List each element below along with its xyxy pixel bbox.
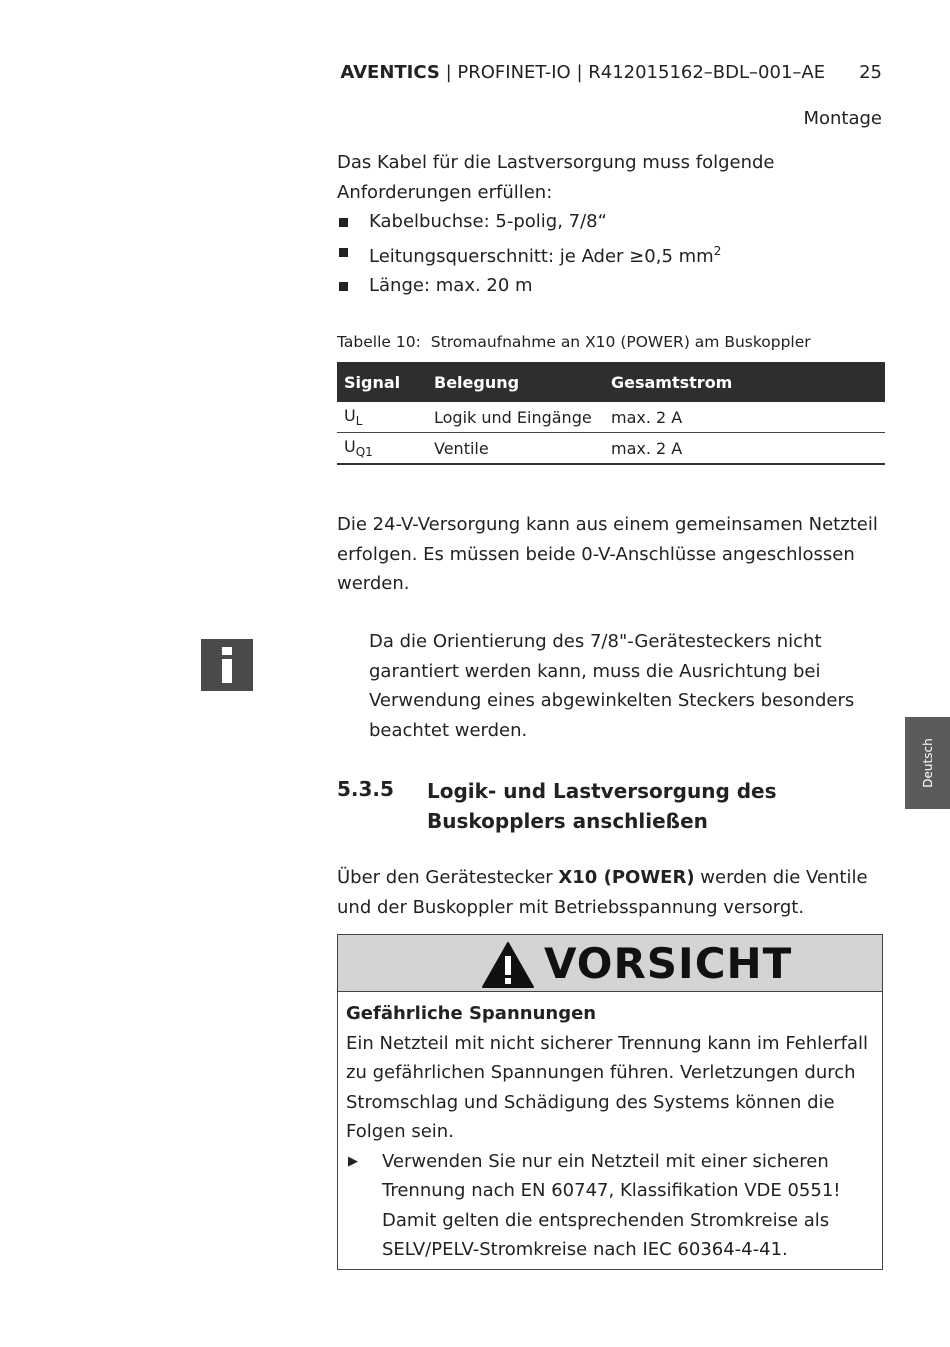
section-heading: Logik- und Lastversorgung des Buskopplers anschließen: [427, 779, 777, 833]
warning-text: Ein Netzteil mit nicht sicherer Trennung kann im Fehlerfall zu gefährlichen Spannungen führen. Verletzungen durch Stromschlag und Schädigung des Systems können die Folgen sein.: [346, 1032, 869, 1142]
table-row: [337, 402, 885, 433]
info-icon: [201, 639, 253, 691]
signal-cell: $U_L$: [337, 402, 427, 433]
brand-name: AVENTICS: [340, 62, 440, 83]
list-item: Länge: max. 20 m: [337, 271, 883, 301]
list-item: Leitungsquerschnitt: je Ader ≥0,5 $mm^2$: [337, 237, 883, 272]
section-number: 5.3.5: [337, 777, 394, 801]
superscript: 2: [713, 243, 722, 258]
requirements-list: [337, 207, 883, 301]
page-number: 25: [859, 62, 882, 83]
info-note: Da die Orientierung des 7/8"-Gerätesteckers nicht garantiert werden kann, muss die Ausrichtung bei Verwendung eines abgewinkelten Steckers besonders beachtet werden.: [369, 631, 855, 741]
column-header: Signal: [337, 362, 427, 402]
caption-title: Stromaufnahme an X10 (POWER) am Buskoppler: [430, 333, 811, 351]
caption-label: Tabelle 10:: [337, 333, 421, 351]
table-row: [337, 433, 885, 465]
column-header: Belegung: [427, 362, 604, 402]
warning-subtitle: Gefährliche Spannungen: [346, 1003, 597, 1024]
bullet-square-icon: [339, 218, 348, 227]
language-tab[interactable]: Deutsch: [905, 717, 950, 809]
table-header-row: [337, 362, 885, 402]
page-header: [340, 62, 882, 83]
signal-cell: $U_{Q1}$: [337, 433, 427, 465]
current-table: [337, 362, 885, 465]
strom-cell: max. 2 A: [604, 402, 885, 433]
warning-box: [337, 934, 883, 1270]
table-caption: [337, 333, 811, 351]
bullet-square-icon: [339, 282, 348, 291]
warning-header: [338, 935, 882, 992]
list-item: Kabelbuchse: 5-polig, 7/8“: [337, 207, 883, 237]
document-info: | PROFINET-IO | R412015162–BDL–001–AE: [439, 62, 826, 83]
intro-paragraph: Das Kabel für die Lastversorgung muss folgende Anforderungen erfüllen:: [337, 152, 775, 203]
belegung-cell: Ventile: [427, 433, 604, 465]
strom-cell: max. 2 A: [604, 433, 885, 465]
warning-body: [346, 999, 876, 1265]
section-title: Montage: [803, 108, 882, 129]
connector-paragraph: Über den Gerätestecker X10 (POWER) werden die Ventile und der Buskoppler mit Betriebsspannung versorgt.: [337, 867, 868, 918]
belegung-cell: Logik und Eingänge: [427, 402, 604, 433]
column-header: Gesamtstrom: [604, 362, 885, 402]
bullet-square-icon: [339, 248, 348, 257]
supply-paragraph: Die 24-V-Versorgung kann aus einem gemeinsamen Netzteil erfolgen. Es müssen beide 0-V-Anschlüsse angeschlossen werden.: [337, 514, 878, 594]
action-arrow-icon: ▶: [348, 1153, 358, 1169]
warning-triangle-icon: [481, 941, 535, 989]
warning-action: ▶ Verwenden Sie nur ein Netzteil mit einer sicheren Trennung nach EN 60747, Klassifikation VDE 0551! Damit gelten die entsprechenden Stromkreise als SELV/PELV-Stromkreise nach IEC 60364-4-41.: [346, 1147, 876, 1265]
warning-title: VORSICHT: [544, 939, 793, 988]
